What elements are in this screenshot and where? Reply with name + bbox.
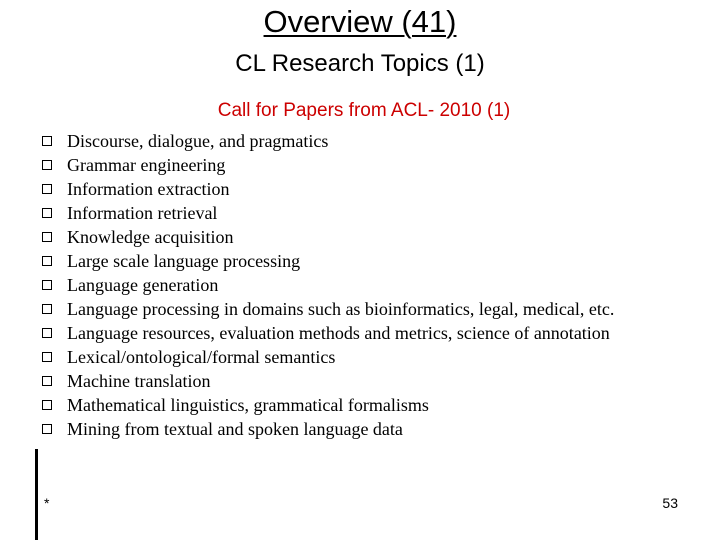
topic-text: Information extraction: [67, 179, 230, 199]
topic-text: Grammar engineering: [67, 155, 226, 175]
list-item: [42, 201, 614, 225]
square-bullet-icon: [42, 256, 52, 266]
topic-text: Language generation: [67, 275, 219, 295]
square-bullet-icon: [42, 424, 52, 434]
topic-text: Mathematical linguistics, grammatical formalisms: [67, 395, 429, 415]
topic-text: Information retrieval: [67, 203, 218, 223]
topic-text: Lexical/ontological/formal semantics: [67, 347, 336, 367]
topic-text: Language processing in domains such as bioinformatics, legal, medical, etc.: [67, 299, 615, 319]
footer-mark: *: [44, 495, 50, 511]
slide-subtitle: CL Research Topics (1): [235, 50, 485, 77]
topic-text: Mining from textual and spoken language data: [67, 419, 403, 439]
topic-text: Knowledge acquisition: [67, 227, 234, 247]
square-bullet-icon: [42, 352, 52, 362]
list-item: [42, 129, 614, 153]
topic-list: [42, 129, 614, 441]
topic-text: Large scale language processing: [67, 251, 301, 271]
topic-text: Discourse, dialogue, and pragmatics: [67, 131, 329, 151]
list-item: [42, 177, 614, 201]
square-bullet-icon: [42, 160, 52, 170]
square-bullet-icon: [42, 232, 52, 242]
square-bullet-icon: [42, 328, 52, 338]
list-item: [42, 273, 614, 297]
list-item: [42, 345, 614, 369]
list-item: [42, 153, 614, 177]
square-bullet-icon: [42, 280, 52, 290]
square-bullet-icon: [42, 184, 52, 194]
topic-text: Machine translation: [67, 371, 211, 391]
topic-text: Language resources, evaluation methods and metrics, science of annotation: [67, 323, 610, 343]
square-bullet-icon: [42, 400, 52, 410]
square-bullet-icon: [42, 376, 52, 386]
list-item: [42, 369, 614, 393]
list-item: [42, 225, 614, 249]
list-item: [42, 297, 614, 321]
list-item: [42, 417, 614, 441]
list-item: [42, 249, 614, 273]
list-item: [42, 393, 614, 417]
page-number: 53: [662, 495, 678, 511]
list-item: [42, 321, 614, 345]
square-bullet-icon: [42, 208, 52, 218]
square-bullet-icon: [42, 136, 52, 146]
square-bullet-icon: [42, 304, 52, 314]
slide-title: Overview (41): [263, 4, 457, 39]
footer-divider: [35, 449, 38, 540]
section-heading: Call for Papers from ACL- 2010 (1): [217, 100, 511, 121]
